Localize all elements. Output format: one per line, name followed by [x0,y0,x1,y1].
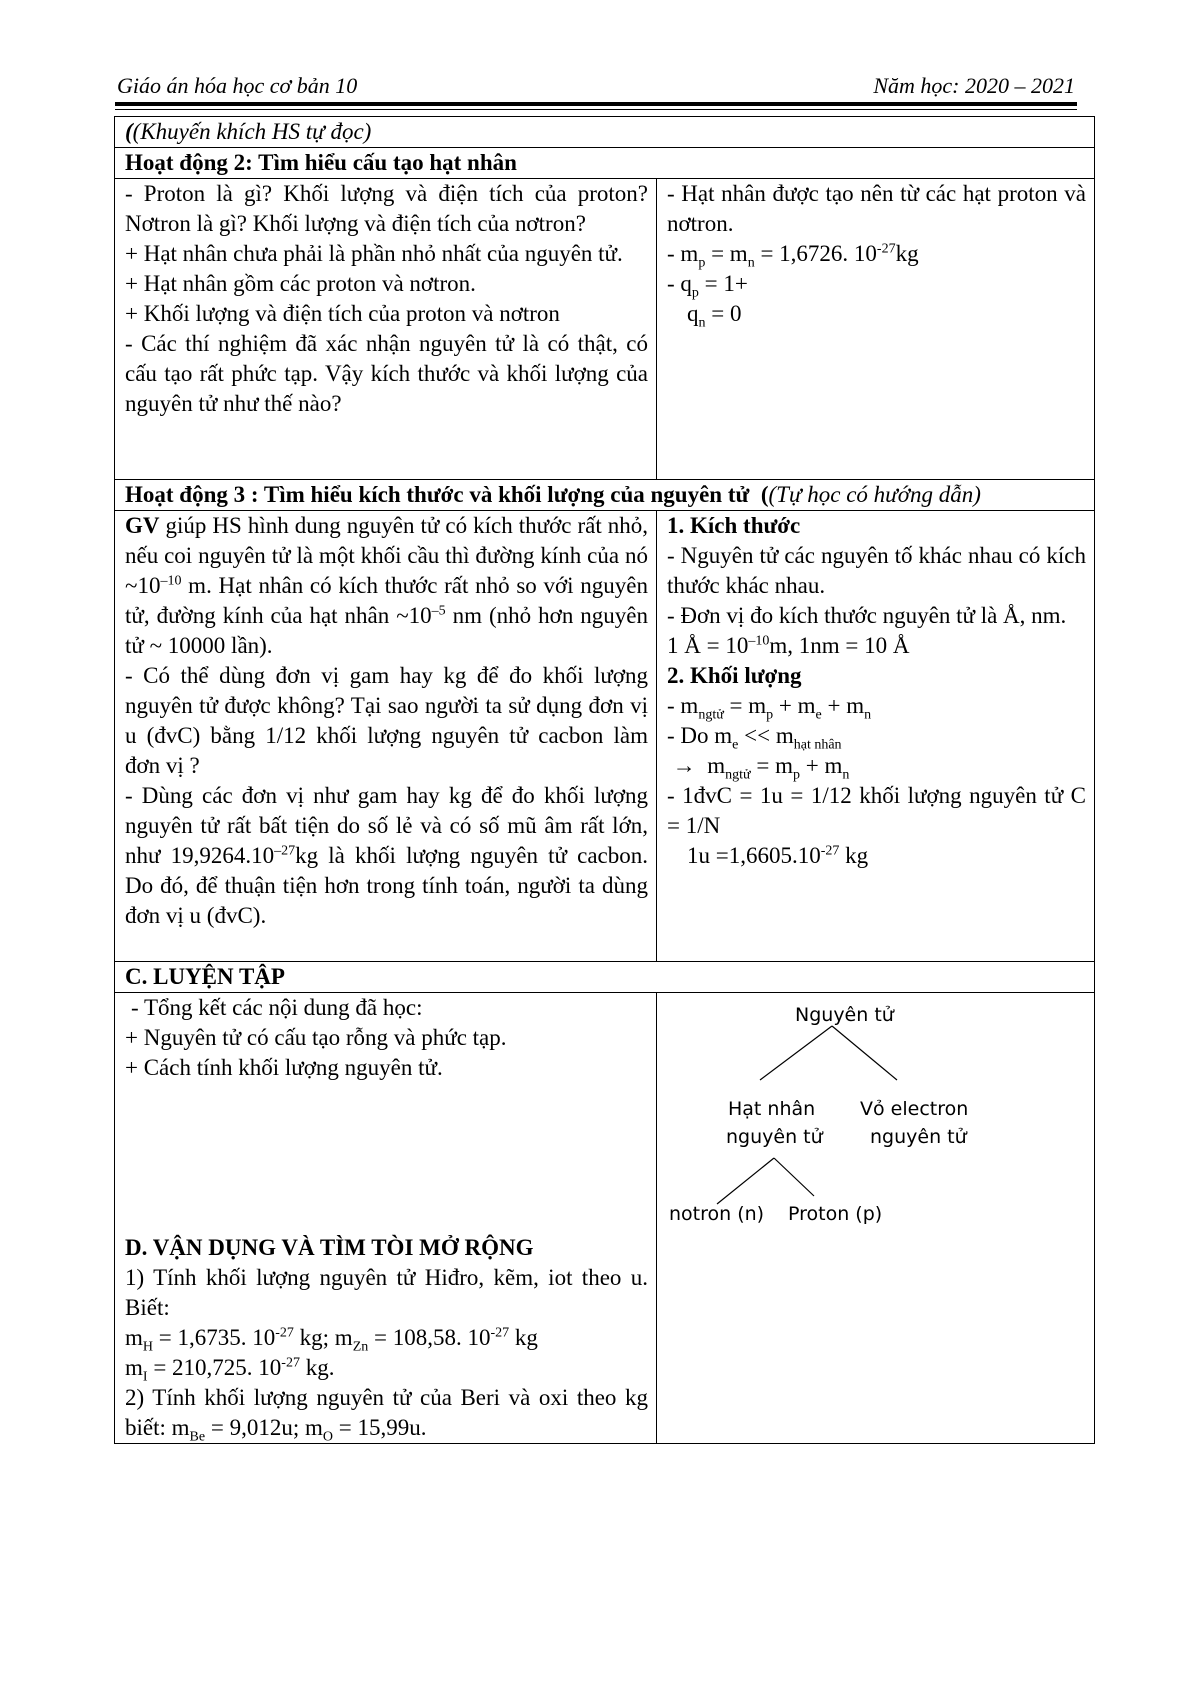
mass-heading: 2. Khối lượng [667,663,802,688]
luyen-tap-title-row [115,962,1095,993]
atom-mass-formula: - $m_{ngtử} = m_p + m_e + m_n$ [667,693,872,723]
luyen-tap-content-row [115,993,1095,1444]
neutron-charge: $q_n = 0$ [687,301,742,331]
activity2-title: Hoạt động 2: Tìm hiểu cấu tạo hạt nhân [115,148,1095,179]
mass-unit-question: - Có thể dùng đơn vị gam hay kg để đo khối lượng nguyên tử được không? Tại sao người ta sử dụng đơn vị u (đvC) bằng 1/12 khối lượng nguyên tử cacbon làm đơn vị ? [125,663,648,778]
amu-value: $1u =1,6605.10^{-27}$ kg [687,843,869,868]
header-course-title: Giáo án hóa học cơ bản 10 [117,73,358,98]
nucleus-composition: - Hạt nhân được tạo nên từ các hạt proton và nơtron. [667,181,1086,236]
luyen-tap-left-cell [115,993,657,1444]
header-school-year: Năm học: 2020 – 2021 [873,73,1075,98]
header-rule-thick [115,102,1077,106]
activity2-right-cell [657,179,1095,480]
exercise-2: 2) Tính khối lượng nguyên tử của Beri và oxi theo kg biết: $m_{Be} = 9,012u$; $m_O = 15,99u$. [125,1385,648,1445]
atom-mass-approx: → $m_{ngtử} = m_p + m_n$ [672,753,850,783]
header-rule-thin [115,109,1077,110]
electron-mass-comparison: - Do $m_e << m_{hạt nhân}$ [667,723,842,753]
activity2-point-2: + Hạt nhân gồm các proton và nơtron. [125,271,476,296]
activity3-right-cell [657,511,1095,962]
van-dung-title: D. VẬN DỤNG VÀ TÌM TÒI MỞ RỘNG [125,1235,534,1260]
diagram-root-atom: Nguyên tử [795,1004,894,1026]
summary-intro: - Tổng kết các nội dung đã học: [131,995,423,1020]
proton-neutron-mass: - $m_p = m_n = 1,6726$. $10^{-27}kg$ [667,241,919,271]
mass-unit-answer: - Dùng các đơn vị như gam hay kg để đo khối lượng nguyên tử rất bất tiện do số lẻ và có số mũ âm rất lớn, như $19,9264.10^{-27}kg$ là khối lượng nguyên tử cacbon. Do đó, để thuận tiện hơn trong tính toán, người ta dùng đơn vị u (đvC). [125,783,648,928]
diagram-nucleus-line2: nguyên tử [726,1126,823,1148]
diagram-shell-line1: Vỏ electron [860,1098,969,1120]
luyen-tap-title: C. LUYỆN TẬP [115,962,1095,993]
activity2-point-3: + Khối lượng và điện tích của proton và nơtron [125,301,560,326]
intro-row [115,117,1095,148]
page-header [115,71,1077,101]
summary-point-1: + Nguyên tử có cấu tạo rỗng và phức tạp. [125,1025,507,1050]
activity2-content-row [115,179,1095,480]
diagram-neutron: notron (n) [669,1203,765,1225]
size-point-1: - Nguyên tử các nguyên tố khác nhau có kích thước khác nhau. [667,543,1086,598]
proton-charge: - $q_p = 1+$ [667,271,748,301]
activity2-point-4: - Các thí nghiệm đã xác nhận nguyên tử là có thật, có cấu tạo rất phức tạp. Vậy kích thước và khối lượng của nguyên tử như thế nào? [125,331,648,416]
size-point-2: - Đơn vị đo kích thước nguyên tử là Å, nm. [667,603,1067,628]
amu-definition: - 1đvC = 1u = 1/12 khối lượng nguyên tử C = 1/N [667,783,1086,838]
activity2-title-row [115,148,1095,179]
summary-point-2: + Cách tính khối lượng nguyên tử. [125,1055,443,1080]
line-nucleus-to-neutron [717,1158,774,1204]
lesson-table [114,116,1095,1444]
diagram-proton: Proton (p) [788,1203,883,1225]
activity3-left-cell [115,511,657,962]
activity2-question: - Proton là gì? Khối lượng và điện tích của proton? Nơtron là gì? Khối lượng và điện tích của nơtron? [125,181,648,236]
luyen-tap-right-cell [657,993,1095,1444]
exercise-1: 1) Tính khối lượng nguyên tử Hiđro, kẽm, iot theo u. Biết: [125,1265,648,1320]
diagram-shell-line2: nguyên tử [870,1126,967,1148]
arrow-icon: → [672,753,696,778]
intro-text: (Khuyến khích HS tự đọc) [132,119,372,144]
line-nucleus-to-proton [774,1158,814,1196]
activity3-title-row [115,480,1095,511]
exercise-1-data-line1: $m_H = 1,6735$. $10^{-27}$ kg; $m_{Zn} = 108,58$. $10^{-27}$ kg [125,1325,538,1355]
exercise-1-data-line2: $m_I = 210,725$. $10^{-27}$ kg. [125,1355,335,1385]
diagram-nucleus-line1: Hạt nhân [728,1098,816,1120]
atom-structure-diagram [657,993,1094,1243]
intro-note: ((Khuyến khích HS tự đọc) [115,117,1095,148]
angstrom-conversion: 1 Å = $10^{-10}m$, 1nm = 10 Å [667,633,910,658]
line-root-to-nucleus [760,1026,832,1080]
activity2-left-cell [115,179,657,480]
size-explanation: GV giúp HS hình dung nguyên tử có kích thước rất nhỏ, nếu coi nguyên tử là một khối cầu thì đường kính của nó $\sim 10^{-10}$ m. Hạt nhân có kích thước rất nhỏ so với nguyên tử, đường kính của hạt nhân $\sim 10^{-5}$ nm (nhỏ hơn nguyên tử ~ 10000 lần). [125,513,649,658]
activity3-title: Hoạt động 3 : Tìm hiểu kích thước và khối lượng của nguyên tử ((Tự học có hướng dẫn) [115,480,1095,511]
activity2-point-1: + Hạt nhân chưa phải là phần nhỏ nhất của nguyên tử. [125,241,623,266]
activity3-content-row [115,511,1095,962]
size-heading: 1. Kích thước [667,513,801,538]
line-root-to-shell [832,1026,897,1080]
